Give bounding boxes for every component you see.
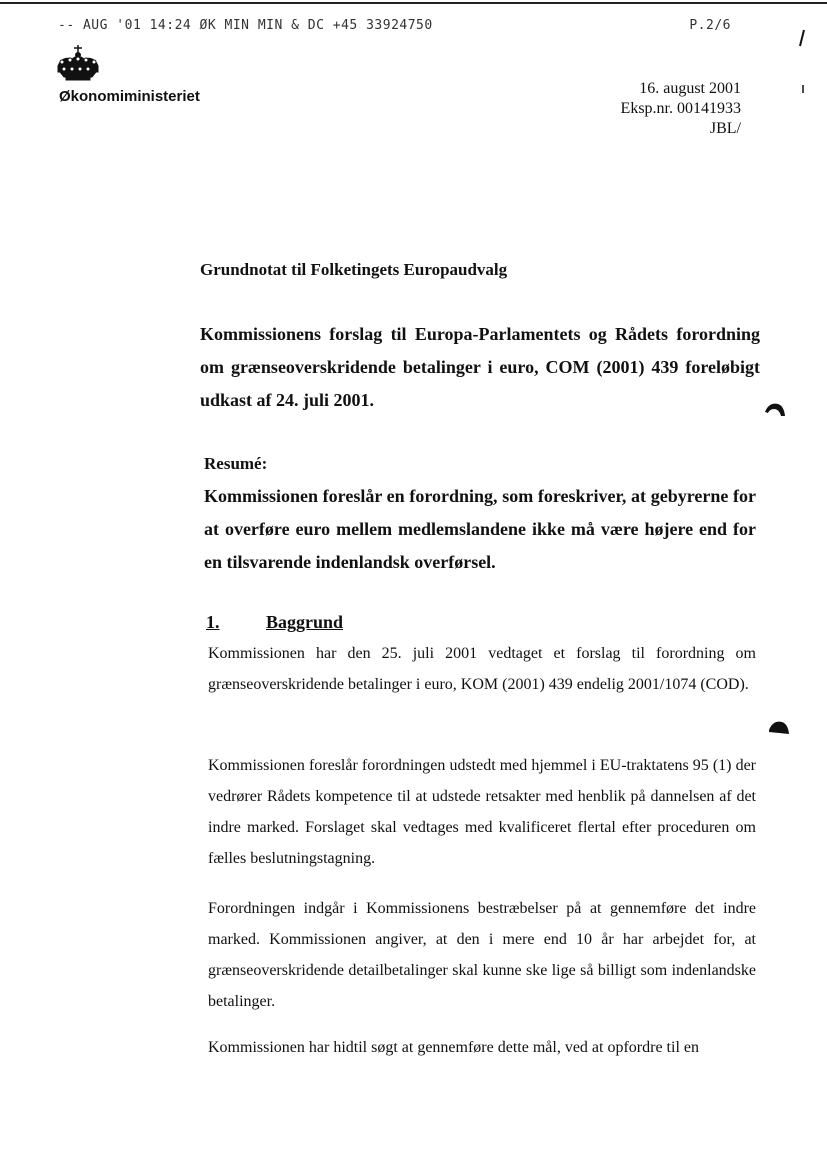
body-paragraph: Kommissionen har hidtil søgt at gennemføre dette mål, ved at opfordre til en [208,1039,699,1056]
body-paragraph: Kommissionen har den 25. juli 2001 vedtaget et forslag til forordning om grænseoverskridende betalinger i euro, KOM (2001) 439 endelig 2001/1074 (COD). [208,645,756,693]
subject-heading: Kommissionens forslag til Europa-Parlamentets og Rådets forordning om grænseoverskridende betalinger i euro, COM (2001) 439 foreløbigt udkast af 24. juli 2001. [200,324,760,410]
document-meta [621,79,741,139]
fax-top-rule [0,2,827,4]
scan-mark-icon [800,84,806,94]
body-paragraph: Forordningen indgår i Kommissionens bestræbelser på at gennemføre det indre marked. Kommissionen angiver, at den i mere end 10 år har arbejdet for, at grænseoverskridende detailbetalinger skal kunne ske lige så billigt som indenlandske betalinger. [208,900,756,1010]
fax-transmission-header [58,18,731,36]
ministry-name: Økonomiministeriet [59,88,200,105]
body-paragraph: Kommissionen foreslår forordningen udstedt med hjemmel i EU-traktatens 95 (1) der vedrører Rådets kompetence til at udstede retsakter med henblik på dannelsen af det indre marked. Forslaget skal vedtages med kvalificeret flertal efter proceduren om fælles beslutningstagning. [208,757,756,867]
author-initials: JBL/ [709,120,741,137]
scan-mark-icon [796,28,808,48]
fax-header-info: -- AUG '01 14:24 ØK MIN MIN & DC +45 33924750 [58,18,433,33]
section-title: Baggrund [266,612,344,632]
punch-hole-mark-icon [764,400,786,418]
crown-crest-icon [52,44,104,90]
fax-page-number: P.2/6 [689,18,731,33]
document-title: Grundnotat til Folketingets Europaudvalg [200,260,508,279]
resume-heading: Resumé: [204,454,268,473]
document-date: 16. august 2001 [639,80,741,97]
punch-hole-mark-icon [768,718,790,736]
section-heading [206,612,343,633]
case-number: Eksp.nr. 00141933 [620,100,741,117]
resume-text: Kommissionen foreslår en forordning, som foreskriver, at gebyrerne for at overføre euro mellem medlemslandene ikke må være højere end for en tilsvarende indenlandsk overførsel. [204,486,756,572]
section-number: 1. [206,612,220,632]
